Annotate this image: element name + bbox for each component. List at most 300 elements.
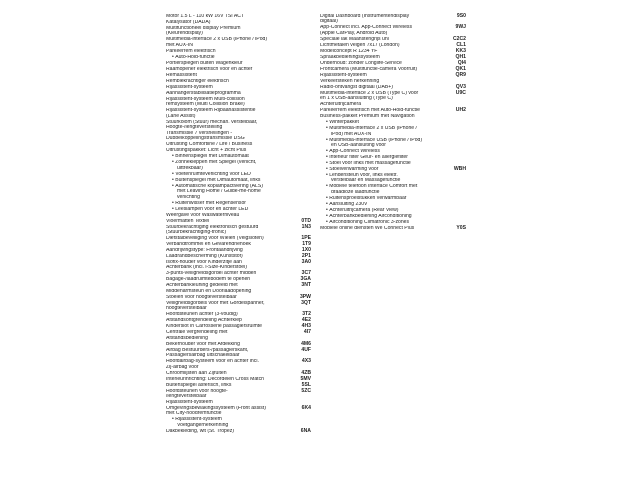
equipment-item [166,254,311,259]
equipment-description-line: Voetgangerherkenning [177,422,229,428]
equipment-item [166,67,311,72]
equipment-description [320,14,454,25]
equipment-description [166,79,299,84]
option-code: 3NT [301,282,311,289]
equipment-description-line: Vloermatten Textiel [166,218,210,224]
equipment-item [166,219,311,224]
option-code: 4H3 [301,323,311,330]
equipment-item [320,85,466,90]
equipment-item [166,406,311,417]
option-code: 3GA [300,276,311,283]
equipment-description-line: • Lendensteun voor, links elektr. [326,173,451,178]
equipment-subitem [166,201,311,206]
equipment-description-line: Laadrandbescherming (Kunststof) [166,254,243,260]
equipment-description [166,148,299,153]
equipment-description-line: Spraakbedieningssysteem [320,54,380,60]
equipment-description [166,154,299,159]
equipment-description-line: Remblekrachtiger elektrisch [166,78,229,84]
equipment-description-line: • Stoel voor links met massagefunctie [326,161,451,166]
equipment-item [166,400,311,405]
equipment-description-line: Afstandsbediening [166,335,208,341]
equipment-item [166,389,311,400]
equipment-description-line: • Voetenruimteverlichting voor LED [172,172,296,177]
equipment-subitem [166,160,311,171]
equipment-item [166,260,311,271]
equipment-description [166,377,299,382]
option-code: 4UF [301,346,311,353]
equipment-description-line: Portierspiegen buiten Wagenkleur [166,60,243,66]
equipment-subitem [320,120,466,125]
equipment-description-line: Hoofdsteunen voor hoogte- [166,388,228,394]
equipment-description [166,55,299,60]
equipment-description-line: Onderhoud: zonder Longlife-Service [320,60,402,66]
equipment-item [320,49,466,54]
equipment-description-line: Achterbankleuning gedeeld met [166,283,238,289]
equipment-description-line: Uitrustingspakket: Licht + zicht Plus [166,148,247,154]
equipment-item [320,55,466,60]
equipment-description-line: • Buitenspiegel met Dimautomaat, links [172,178,296,183]
equipment-description-line: Centrale vergrendeling met [166,330,228,336]
equipment-description [166,85,299,90]
equipment-subitem [320,220,466,225]
option-code: C2C2 [452,35,466,42]
equipment-item [166,91,311,96]
equipment-description [166,301,299,312]
equipment-description-line: Interieurinrichting: Decordelen Cross Match [166,376,264,382]
equipment-description-line: Multimedia-interface 2 x USB (iPhone / iPod) [166,37,268,43]
equipment-description-line: Hoofdsteunen achter (3-voudig) [166,312,238,318]
equipment-description-line: Middenarmsteun en Doorlaadopening [166,288,252,294]
equipment-description [320,73,454,78]
equipment-description-line: (Stuurbekrachtiging-tronic) [166,230,227,236]
equipment-description-line: en 1 x USB-aansluiting (Type C) [320,96,393,102]
equipment-description-line: (Kleurendisplay) [166,31,203,37]
equipment-description [166,20,299,25]
equipment-description-line: • Multimedia-interface 2 x USB (iPhone / [326,126,451,131]
equipment-description-line: Isofix-houder voor Kinderzitje aan [166,260,242,266]
equipment-item [320,67,466,72]
equipment-description-line: • Rijassistent-systeem [172,417,296,422]
equipment-description [166,142,299,147]
equipment-subitem [320,138,466,149]
equipment-item [320,91,466,102]
option-code: 3T2 [302,311,311,318]
equipment-description-line: en USB-aansluiting voor [331,143,386,149]
option-code: 3C7 [301,270,311,277]
equipment-item [166,377,311,382]
equipment-description-line: Verbandtrommel en Gevarendriehoek [166,242,251,248]
equipment-subitem [320,149,466,154]
equipment-description-line: • Mobiele telefoon Interface Comfort met [326,184,451,189]
equipment-description-line: iPod) met AUX-IN [331,131,372,137]
equipment-description-line: Afstandsontgrendeling Achterklep [166,318,242,324]
equipment-description-line: 3-punts-veiligheidsgordel achter midden [166,271,257,277]
equipment-item [166,383,311,388]
equipment-description [320,85,454,90]
option-code: 0TD [301,217,311,224]
equipment-description-line: • Leeslampen voor en achter LED [172,207,296,212]
equipment-item [166,236,311,241]
equipment-description-line: • App-Connect Wireless [326,149,451,154]
equipment-item [166,295,311,300]
equipment-description-line: App-Connect incl. App-Connect Wireless [320,25,413,31]
equipment-description-line: Achteruitrijcamera [320,102,362,108]
equipment-description [320,167,454,172]
option-code: QI4 [457,59,466,66]
equipment-item [166,271,311,276]
equipment-item [320,102,466,107]
equipment-description [166,172,299,177]
equipment-item [320,43,466,48]
equipment-description [320,49,454,54]
equipment-item [320,61,466,66]
equipment-description [166,49,299,54]
equipment-description [166,97,299,108]
equipment-subitem [166,178,311,183]
equipment-description-line: Mobiele online diensten We Connect Plus [320,225,415,231]
equipment-item [320,79,466,84]
equipment-item [166,283,311,294]
equipment-description-line: Buitenspiegel asferisch, links [166,382,232,388]
equipment-description-line: Aandrijvingstype: Frontaandrijving [166,248,243,254]
equipment-subitem [166,172,311,177]
equipment-description [166,429,299,434]
equipment-item [166,429,311,434]
equipment-description-line: • Achteruitrijcamera (Rear View) [326,208,451,213]
equipment-subitem [166,55,311,60]
equipment-description [320,202,454,207]
equipment-subitem [320,214,466,219]
equipment-description-line: Uitrusting Comfortline / Life / Business [166,142,253,148]
equipment-item [320,226,466,231]
equipment-item [166,131,311,142]
equipment-description-line: Airbag Bestuurders-/passagierskant, [166,347,249,353]
equipment-item [166,120,311,131]
equipment-description [320,120,454,125]
equipment-description [166,213,299,218]
option-code: QH1 [455,53,466,60]
equipment-description-line: Aanhangerstabilisatieprogramma [166,90,241,96]
option-code: 1X0 [301,247,311,254]
equipment-description-line: Achterbank (incl. i-Size-Kinderstoel) [166,265,247,271]
equipment-description [166,348,299,359]
equipment-description-line: • Multimedia-interface USB (iPhone / iPod) [326,138,451,143]
equipment-description-line: Parkeerrem elektrisch met Auto-Hold-functie [320,108,420,114]
equipment-description [320,91,454,102]
option-code: U9C [455,89,466,96]
equipment-subitem [166,154,311,159]
equipment-list-right [320,14,466,232]
equipment-description [166,201,299,206]
equipment-description-line: Parkeerrem elektrisch [166,48,216,54]
equipment-description [320,161,454,166]
equipment-subitem [320,202,466,207]
equipment-subitem [320,126,466,137]
equipment-description-line: Remassistent [166,72,197,78]
equipment-description-line: Digital Dashboard (Instrumentendisplay [320,14,410,19]
equipment-description-line: Raamopener elektrisch voor en achter [166,66,253,72]
equipment-description-line: Motor 1.5 L - 110 kW 16V TSI ACT [166,14,245,19]
equipment-description [166,342,299,347]
equipment-item [166,20,311,25]
option-code: UH2 [455,107,466,114]
option-code: KK3 [455,47,466,54]
equipment-description-line: draadloze laadfunctie [331,189,380,195]
equipment-item [166,342,311,347]
equipment-description [166,26,299,37]
equipment-description [166,131,299,142]
equipment-item [166,14,311,19]
equipment-description [320,114,454,119]
equipment-description-line: uittrekbaar) [177,165,203,171]
equipment-description-line: Rijassistent-systeem Rijbaanassistentie [166,108,256,114]
equipment-description [166,67,299,72]
equipment-description [166,108,299,119]
equipment-description [166,178,299,183]
option-code: 6NA [300,427,311,434]
equipment-subitem [320,155,466,160]
equipment-description-line: Stoelen voor hoogteverstelbaar [166,294,237,300]
equipment-description [166,225,299,236]
equipment-description [320,196,454,201]
equipment-description [166,219,299,224]
option-code: 1N3 [301,223,311,230]
equipment-description [166,14,299,19]
equipment-description [166,324,299,329]
equipment-description [166,371,299,376]
equipment-description-line: Weergave voor Waswaterniveau [166,212,240,218]
equipment-item [166,37,311,48]
equipment-description [166,73,299,78]
equipment-subitem [320,184,466,195]
equipment-description-line: Transmissie 7 versnellingen - [166,131,233,137]
equipment-description [320,67,454,72]
equipment-description-line: • Ruitensproeistukken verwarmbaar [326,196,451,201]
equipment-description [166,277,299,282]
equipment-description [320,79,454,84]
equipment-description [166,120,299,131]
equipment-item [320,73,466,78]
equipment-description [320,55,454,60]
equipment-description-line: Diefstalbeveiliging voor Wielen (Velgsloten) [166,236,264,242]
equipment-description-line: digitaal) [320,19,338,25]
equipment-description-line: Rijassistent-systeem [166,399,213,405]
equipment-description [320,149,454,154]
equipment-item [166,301,311,312]
equipment-subitem [320,173,466,184]
equipment-description-line: Hoofdairbag-systeem voor en achter incl. [166,359,259,365]
option-code: 3A0 [301,259,311,266]
equipment-description-line: Veiligheidsgordels voor met Gordelspanner, [166,300,265,306]
equipment-description [166,254,299,259]
equipment-description-line: Radio-ontvangst digitaal (DAB+) [320,84,393,90]
equipment-description [320,184,454,195]
equipment-description [166,184,299,200]
equipment-description [320,214,454,219]
equipment-description-line: Multimedia-interface 2 x USB (Type C) voor [320,90,419,96]
option-code: 3PW [299,293,311,300]
equipment-description-line: • Binnenspiegel met Dimautomaat [172,154,296,159]
equipment-item [166,371,311,376]
equipment-description-line: • Ruitenwisser met Regensensor [172,201,296,206]
equipment-item [166,213,311,218]
equipment-description-line: Katalysator (DADA) [166,20,211,25]
equipment-description-line: • Stoelverwarming voor [326,167,451,172]
option-code: 4I7 [303,329,311,336]
equipment-item [166,318,311,323]
option-code: 1T9 [302,241,311,248]
equipment-item [320,14,466,25]
option-code: 1PE [301,235,311,242]
equipment-description [320,43,454,48]
equipment-subitem [320,196,466,201]
option-code: 5MV [300,375,311,382]
equipment-item [166,97,311,108]
equipment-description-line: met AUX-IN [166,42,193,48]
option-code: CL1 [456,41,466,48]
equipment-subitem [166,184,311,200]
equipment-description-line: hoogteverstelbaar [166,306,207,312]
equipment-subitem [320,161,466,166]
equipment-description [320,220,454,225]
equipment-description [166,283,299,294]
equipment-subitem [166,417,311,428]
equipment-subitem [320,208,466,213]
equipment-subitem [166,207,311,212]
equipment-description [320,25,454,36]
equipment-description-line: Bagage-/laadruimtebodem te openen [166,277,251,283]
option-code: WBH [453,166,466,173]
equipment-description [166,271,299,276]
option-code: 2P1 [301,253,311,260]
option-code: 5SL [301,381,311,388]
equipment-description-line: Passagiersairbag uitschakelbaar [166,353,240,359]
equipment-description-line: Dakbekleding, wit (St. Tropez) [166,428,234,434]
equipment-description-line: Stuurkolom (Stuur) mechan. verstelbaar, [166,119,258,125]
equipment-description [320,226,454,231]
option-code: 4E2 [301,317,311,324]
equipment-item [166,26,311,37]
option-code: QR9 [455,71,466,78]
equipment-description [166,318,299,323]
equipment-description [166,207,299,212]
equipment-description [320,102,454,107]
equipment-description-line: verlichting [177,194,200,200]
equipment-item [166,242,311,247]
equipment-description [166,236,299,241]
equipment-description-line: Rijassistent-systeem [320,72,367,78]
equipment-description [166,359,299,370]
equipment-description [166,417,299,428]
equipment-description-line: • Achterbankbediening Airconditioning [326,214,451,219]
equipment-item [166,359,311,370]
equipment-description [166,406,299,417]
equipment-description-line: Rijassistent-systeem [166,84,213,90]
equipment-description-line: • Aansluiting 230V [326,202,451,207]
equipment-item [166,225,311,236]
equipment-description-line: Chroomlijsten aan Zijruiten [166,370,227,376]
equipment-description-line: Zij-airbag voor [166,364,199,370]
equipment-description-line: Bekerhouder voor met Afdekking [166,341,240,347]
equipment-description [166,160,299,171]
equipment-item [166,312,311,317]
equipment-description-line: Speciale lak Maanstengrijs uni [320,36,389,42]
option-code: 4M6 [301,340,311,347]
equipment-description [166,91,299,96]
equipment-description-line: Modelconcept R 1234 YF [320,48,378,54]
option-code: 4X3 [301,358,311,365]
option-code: QV3 [455,83,466,90]
equipment-item [166,85,311,90]
equipment-description-line: • Airconditioning Climatronic 3-zones [326,220,451,225]
equipment-item [166,330,311,341]
equipment-description [166,260,299,271]
equipment-description [320,37,453,42]
equipment-item [320,25,466,36]
equipment-item [166,49,311,54]
equipment-description [166,37,299,48]
equipment-description-line: • Zonnekleppen met Spiegel (verlicht, [172,160,296,165]
equipment-description-line: Multifunctioneel display Premium [166,26,241,31]
equipment-description [320,138,454,149]
equipment-description-line: Stuurbekrachtiging elektronisch gestuurd [166,224,259,230]
equipment-item [166,73,311,78]
equipment-description [166,383,299,388]
option-code: Y0S [456,224,466,231]
equipment-list-left [166,14,311,435]
option-code: 9S0 [456,13,466,19]
equipment-description-line: Verkeersteken herkenning [320,78,380,84]
option-code: 6K4 [301,404,311,411]
equipment-description [320,208,454,213]
equipment-item [166,79,311,84]
equipment-description-line: Frontcamera (Multifunctie-camera Voorruit) [320,66,418,72]
option-code: 4ZB [301,369,311,376]
equipment-description-line: Lichtmetalen velgen 7x17 (London) [320,42,400,48]
equipment-description-line: Rijassistent-systeem Multi-collision [166,96,245,102]
equipment-description-line: Dubbelkoppelingstransmissie DSG [166,136,245,142]
equipment-description [320,126,454,137]
equipment-item [320,108,466,113]
option-code: QK1 [455,65,466,72]
equipment-description-line: met Leaving Home / Guide-me-home [177,189,261,195]
equipment-description-line: • Automatische koplampactivering (ALS) [172,184,296,189]
equipment-item [166,142,311,147]
equipment-description-line: Omgevingsbewakingssysteem (Front assist) [166,405,266,411]
option-code: 3QT [301,299,311,306]
equipment-description [166,295,299,300]
equipment-description [166,242,299,247]
equipment-description-line: /lengteverstelbaar [166,393,207,399]
option-code: 9WJ [455,24,466,31]
equipment-description [320,108,454,113]
equipment-description-line: Business-pakket Premium met Navigation [320,114,415,120]
equipment-item [166,277,311,282]
equipment-item [166,148,311,153]
equipment-description [166,248,299,253]
equipment-item [166,248,311,253]
equipment-description-line: (Apple CarPlay, Android Auto) [320,30,388,36]
equipment-item [320,37,466,42]
equipment-description-line: Hoogte-/lengteverstelling [166,125,223,131]
equipment-subitem [320,167,466,172]
equipment-description-line: remsysteem (Multi Collision Brake) [166,102,245,108]
option-code: 5ZC [301,387,311,394]
equipment-item [166,324,311,329]
equipment-item [166,61,311,66]
equipment-item [166,348,311,359]
equipment-description-line: • Auto-Hold-functie [172,55,296,60]
